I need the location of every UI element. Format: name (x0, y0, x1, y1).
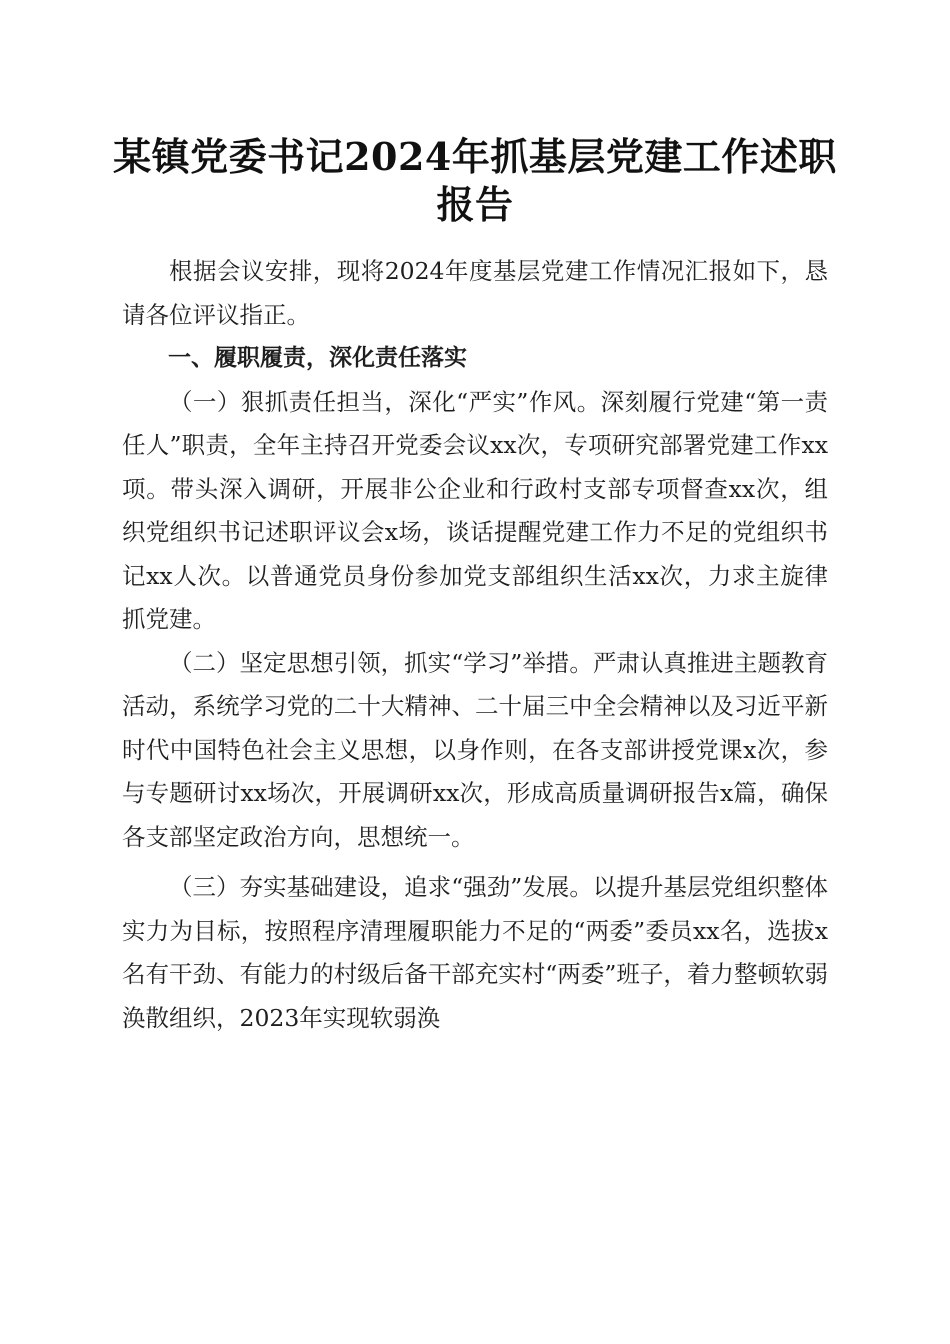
document-body (122, 250, 828, 1040)
body-paragraph: （三）夯实基础建设，追求“强劲”发展。以提升基层党组织整体实力为目标，按照程序清理履职能力不足的“两委”委员xx名，选拔x名有干劲、有能力的村级后备干部充实村“两委”班子，着力整顿软弱涣散组织，2023年实现软弱涣 (122, 873, 828, 1032)
body-paragraph: （一）狠抓责任担当，深化“严实”作风。深刻履行党建“第一责任人”职责，全年主持召开党委会议xx次，专项研究部署党建工作xx项。带头深入调研，开展非公企业和行政村支部专项督查xx次，组织党组织书记述职评议会x场，谈话提醒党建工作力不足的党组织书记xx人次。以普通党员身份参加党支部组织生活xx次，力求主旋律抓党建。 (122, 387, 828, 633)
section-heading: 一、履职履责，深化责任落实 (168, 345, 467, 371)
intro-paragraph: 根据会议安排，现将2024年度基层党建工作情况汇报如下，恳请各位评议指正。 (122, 257, 828, 329)
page-title: 某镇党委书记2024年抓基层党建工作述职报告 (113, 134, 837, 227)
body-paragraph: （二）坚定思想引领，抓实“学习”举措。严肃认真推进主题教育活动，系统学习党的二十大精神、二十届三中全会精神以及习近平新时代中国特色社会主义思想，以身作则，在各支部讲授党课x次，参与专题研讨xx场次，开展调研xx次，形成高质量调研报告x篇，确保各支部坚定政治方向，思想统一。 (122, 648, 828, 851)
